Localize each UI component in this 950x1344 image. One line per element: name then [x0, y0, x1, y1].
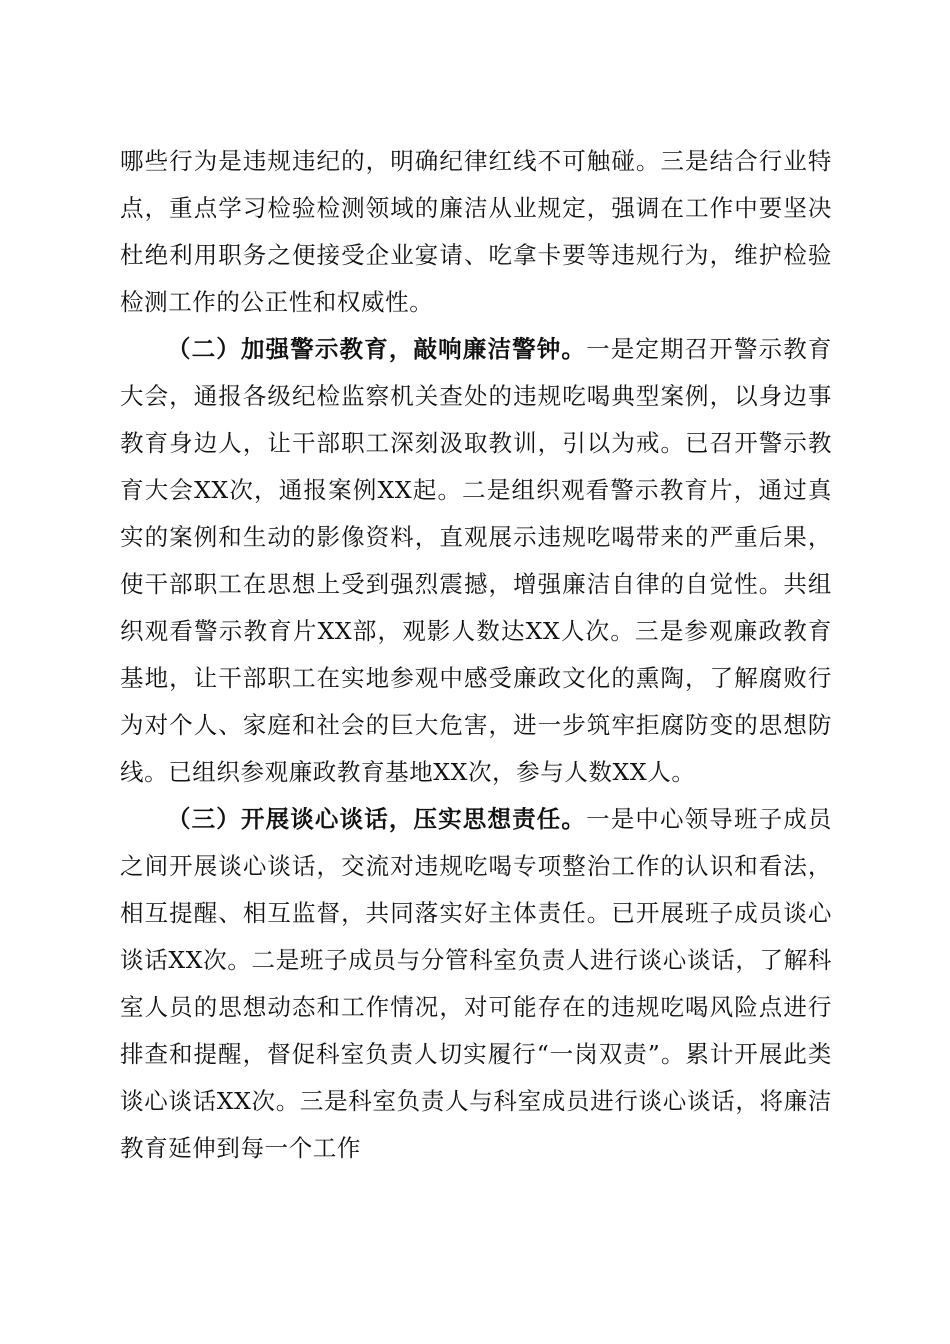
paragraph-3-body: 一是中心领导班子成员之间开展谈心谈话，交流对违规吃喝专项整治工作的认识和看法，相互提醒、相互监督，共同落实好主体责任。已开展班子成员谈心谈话XX次。二是班子成员与分管科室负责人进行谈心谈话，了解科室人员的思想动态和工作情况，对可能存在的违规吃喝风险点进行排查和提醒，督促科室负责人切实履行“一岗双责”。累计开展此类谈心谈话XX次。三是科室负责人与科室成员进行谈心谈话，将廉洁教育延伸到每一个工作: [120, 805, 833, 1162]
document-body: [120, 138, 832, 1172]
paragraph-warning-education: [120, 326, 832, 796]
paragraph-2-body: 一是定期召开警示教育大会，通报各级纪检监察机关查处的违规吃喝典型案例，以身边事教育身边人，让干部职工深刻汲取教训，引以为戒。已召开警示教育大会XX次，通报案例XX起。二是组织观看警示教育片，通过真实的案例和生动的影像资料，直观展示违规吃喝带来的严重后果，使干部职工在思想上受到强烈震撼，增强廉洁自律的自觉性。共组织观看警示教育片XX部，观影人数达XX人次。三是参观廉政教育基地，让干部职工在实地参观中感受廉政文化的熏陶，了解腐败行为对个人、家庭和社会的巨大危害，进一步筑牢拒腐防变的思想防线。已组织参观廉政教育基地XX次，参与人数XX人。: [120, 335, 833, 786]
paragraph-3-heading: （三）开展谈心谈话，压实思想责任。: [167, 805, 587, 833]
paragraph-heart-to-heart-talks: [120, 796, 832, 1172]
paragraph-continuation: [120, 138, 832, 326]
paragraph-1-body: 哪些行为是违规违纪的，明确纪律红线不可触碰。三是结合行业特点，重点学习检验检测领域的廉洁从业规定，强调在工作中要坚决杜绝利用职务之便接受企业宴请、吃拿卡要等违规行为，维护检验检测工作的公正性和权威性。: [120, 147, 832, 316]
paragraph-2-heading: （二）加强警示教育，敲响廉洁警钟。: [167, 335, 587, 363]
